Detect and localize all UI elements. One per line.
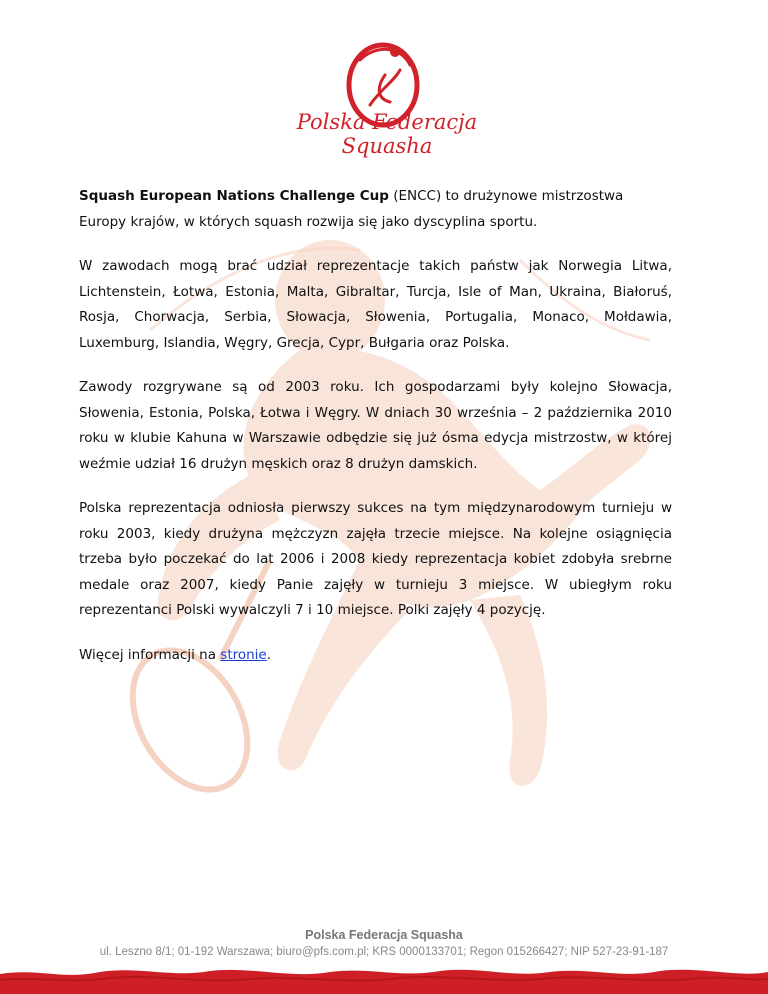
more-info-text: Więcej informacji na	[79, 646, 221, 663]
event-name: Squash European Nations Challenge Cup	[79, 188, 389, 204]
brush-stroke-border	[0, 966, 768, 994]
footer-title: Polska Federacja Squasha	[305, 928, 463, 942]
history-paragraph: Zawody rozgrywane są od 2003 roku. Ich gospodarzami były kolejno Słowacja, Słowenia, Estonia, Polska, Łotwa i Węgry. W dniach 30 września – 2 października 2010 roku w klubie Kahuna w Warszawie odbędzie się już ósma edycja mistrzostw, w której weźmie udział 16 drużyn męskich oraz 8 drużyn damskich.	[79, 379, 672, 472]
footer-address: ul. Leszno 8/1; 01-192 Warszawa; biuro@pfs.com.pl; KRS 0000133701; Regon 015266427; NIP 527-23-91-187	[99, 946, 669, 958]
countries-paragraph: W zawodach mogą brać udział reprezentacje takich państw jak Norwegia Litwa, Lichtenstein, Łotwa, Estonia, Malta, Gibraltar, Turcja, Isle of Man, Ukraina, Białoruś, Rosja, Chorwacja, Serbia, Słowacja, Słowenia, Portugalia, Monaco, Mołdawia, Luxemburg, Islandia, Węgry, Grecja, Cypr, Bułgaria oraz Polska.	[79, 258, 672, 351]
more-info-period: .	[266, 646, 272, 663]
results-paragraph: Polska reprezentacja odniosła pierwszy sukces na tym międzynarodowym turnieju w roku 2003, kiedy drużyna mężczyzn zajęła trzecie miejsce. Na kolejne osiągnięcia trzeba było poczekać do lat 2006 i 2008 kiedy reprezentacja kobiet zdobyła srebrne medale oraz 2007, kiedy Panie zajęły w turnieju 3 miejsce. W ubiegłym roku reprezentanci Polski wywalczyli 7 i 10 miejsce. Polki zajęły 4 pozycję.	[79, 500, 672, 618]
intro-text: (ENCC) to drużynowe mistrzostwa Europy krajów, w których squash rozwija się jako dyscyplina sportu.	[79, 188, 624, 230]
logo-wordmark: Polska Federacja Squasha	[296, 110, 478, 158]
article-body	[79, 184, 672, 687]
more-info-link[interactable]: stronie	[220, 646, 267, 663]
more-info-paragraph	[79, 643, 672, 669]
intro-paragraph	[79, 184, 672, 235]
